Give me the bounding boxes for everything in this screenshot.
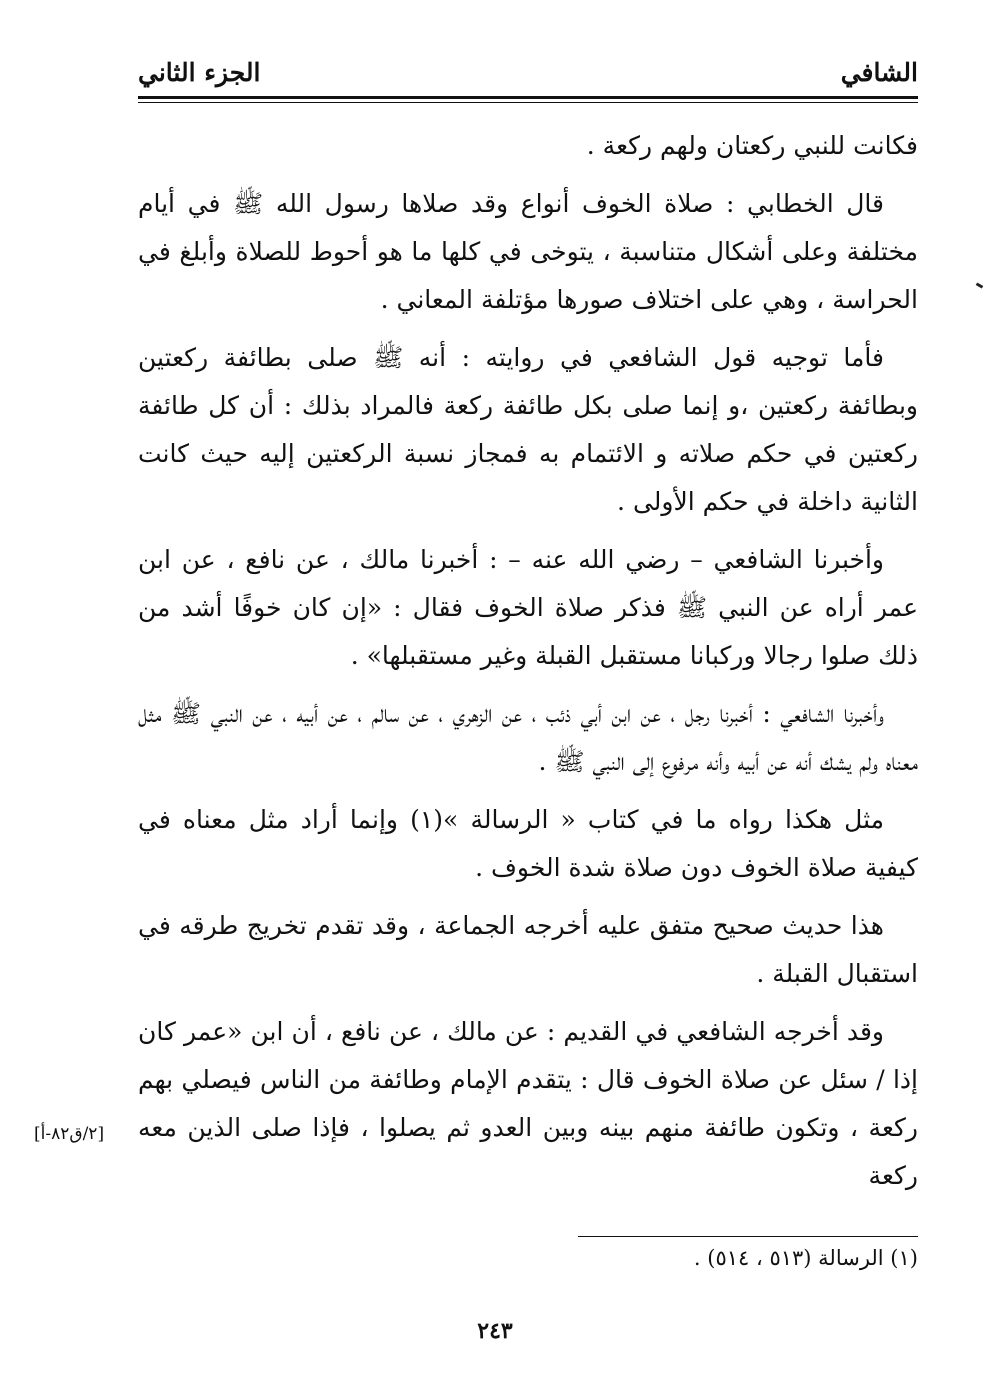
paragraph-7: هذا حديث صحيح متفق عليه أخرجه الجماعة ، وقد تقدم تخريج طرقه في استقبال القبلة . [138, 911, 918, 988]
paragraph-3: فأما توجيه قول الشافعي في روايته : أنه ﷺ صلى بطائفة ركعتين وبطائفة ركعتين ،و إنما صلى بكل طائفة ركعة فالمراد بذلك : أن كل طائفة ركعتين في حكم صلاته و الائتمام به فمجاز نسبة الركعتين إليه حيث كانت الثانية داخلة في حكم الأولى . [138, 343, 918, 516]
main-text [138, 122, 918, 1210]
paragraph-6: مثل هكذا رواه ما في كتاب « الرسالة »(١) وإنما أراد مثل معناه في كيفية صلاة الخوف دون صلاة شدة الخوف . [138, 805, 918, 882]
scan-mark [976, 282, 984, 288]
header-rule-thin [138, 102, 918, 103]
paragraph-1: فكانت للنبي ركعتان ولهم ركعة . [586, 131, 918, 160]
book-title: الشافي [840, 58, 918, 87]
running-header [138, 58, 918, 94]
volume-title: الجزء الثاني [138, 58, 261, 87]
paragraph-5: وأخبرنا الشافعي : أخبرنا رجل ، عن ابن أبي ذئب ، عن الزهري ، عن سالم ، عن أبيه ، عن النبي ﷺ مثل معناه ولم يشك أنه عن أبيه وأنه مرفوع إلى النبي ﷺ . [138, 699, 918, 776]
paragraph-4: وأخبرنا الشافعي – رضي الله عنه – : أخبرنا مالك ، عن نافع ، عن ابن عمر أراه عن النبي ﷺ فذكر صلاة الخوف فقال : «إن كان خوفًا أشد من ذلك صلوا رجالا وركبانا مستقبل القبلة وغير مستقبلها» . [138, 545, 918, 670]
footnote-rule [578, 1236, 918, 1237]
footnote: (١) الرسالة (٥١٣ ، ٥١٤) . [693, 1246, 918, 1270]
paragraph-8: وقد أخرجه الشافعي في القديم : عن مالك ، عن نافع ، أن ابن «عمر كان إذا / سئل عن صلاة الخوف قال : يتقدم الإمام وطائفة من الناس فيصلي بهم ركعة ، وتكون طائفة منهم بينه وبين العدو ثم يصلوا ، فإذا صلى الذين معه ركعة [138, 1017, 918, 1190]
manuscript-reference: [٢/ق٨٢-أ] [34, 1124, 105, 1144]
page-number: ٢٤٣ [477, 1318, 513, 1344]
paragraph-2: قال الخطابي : صلاة الخوف أنواع وقد صلاها رسول الله ﷺ في أيام مختلفة وعلى أشكال متناسبة ، يتوخى في كلها ما هو أحوط للصلاة وأبلغ في الحراسة ، وهي على اختلاف صورها مؤتلفة المعاني . [138, 189, 918, 314]
header-rule [138, 96, 918, 99]
